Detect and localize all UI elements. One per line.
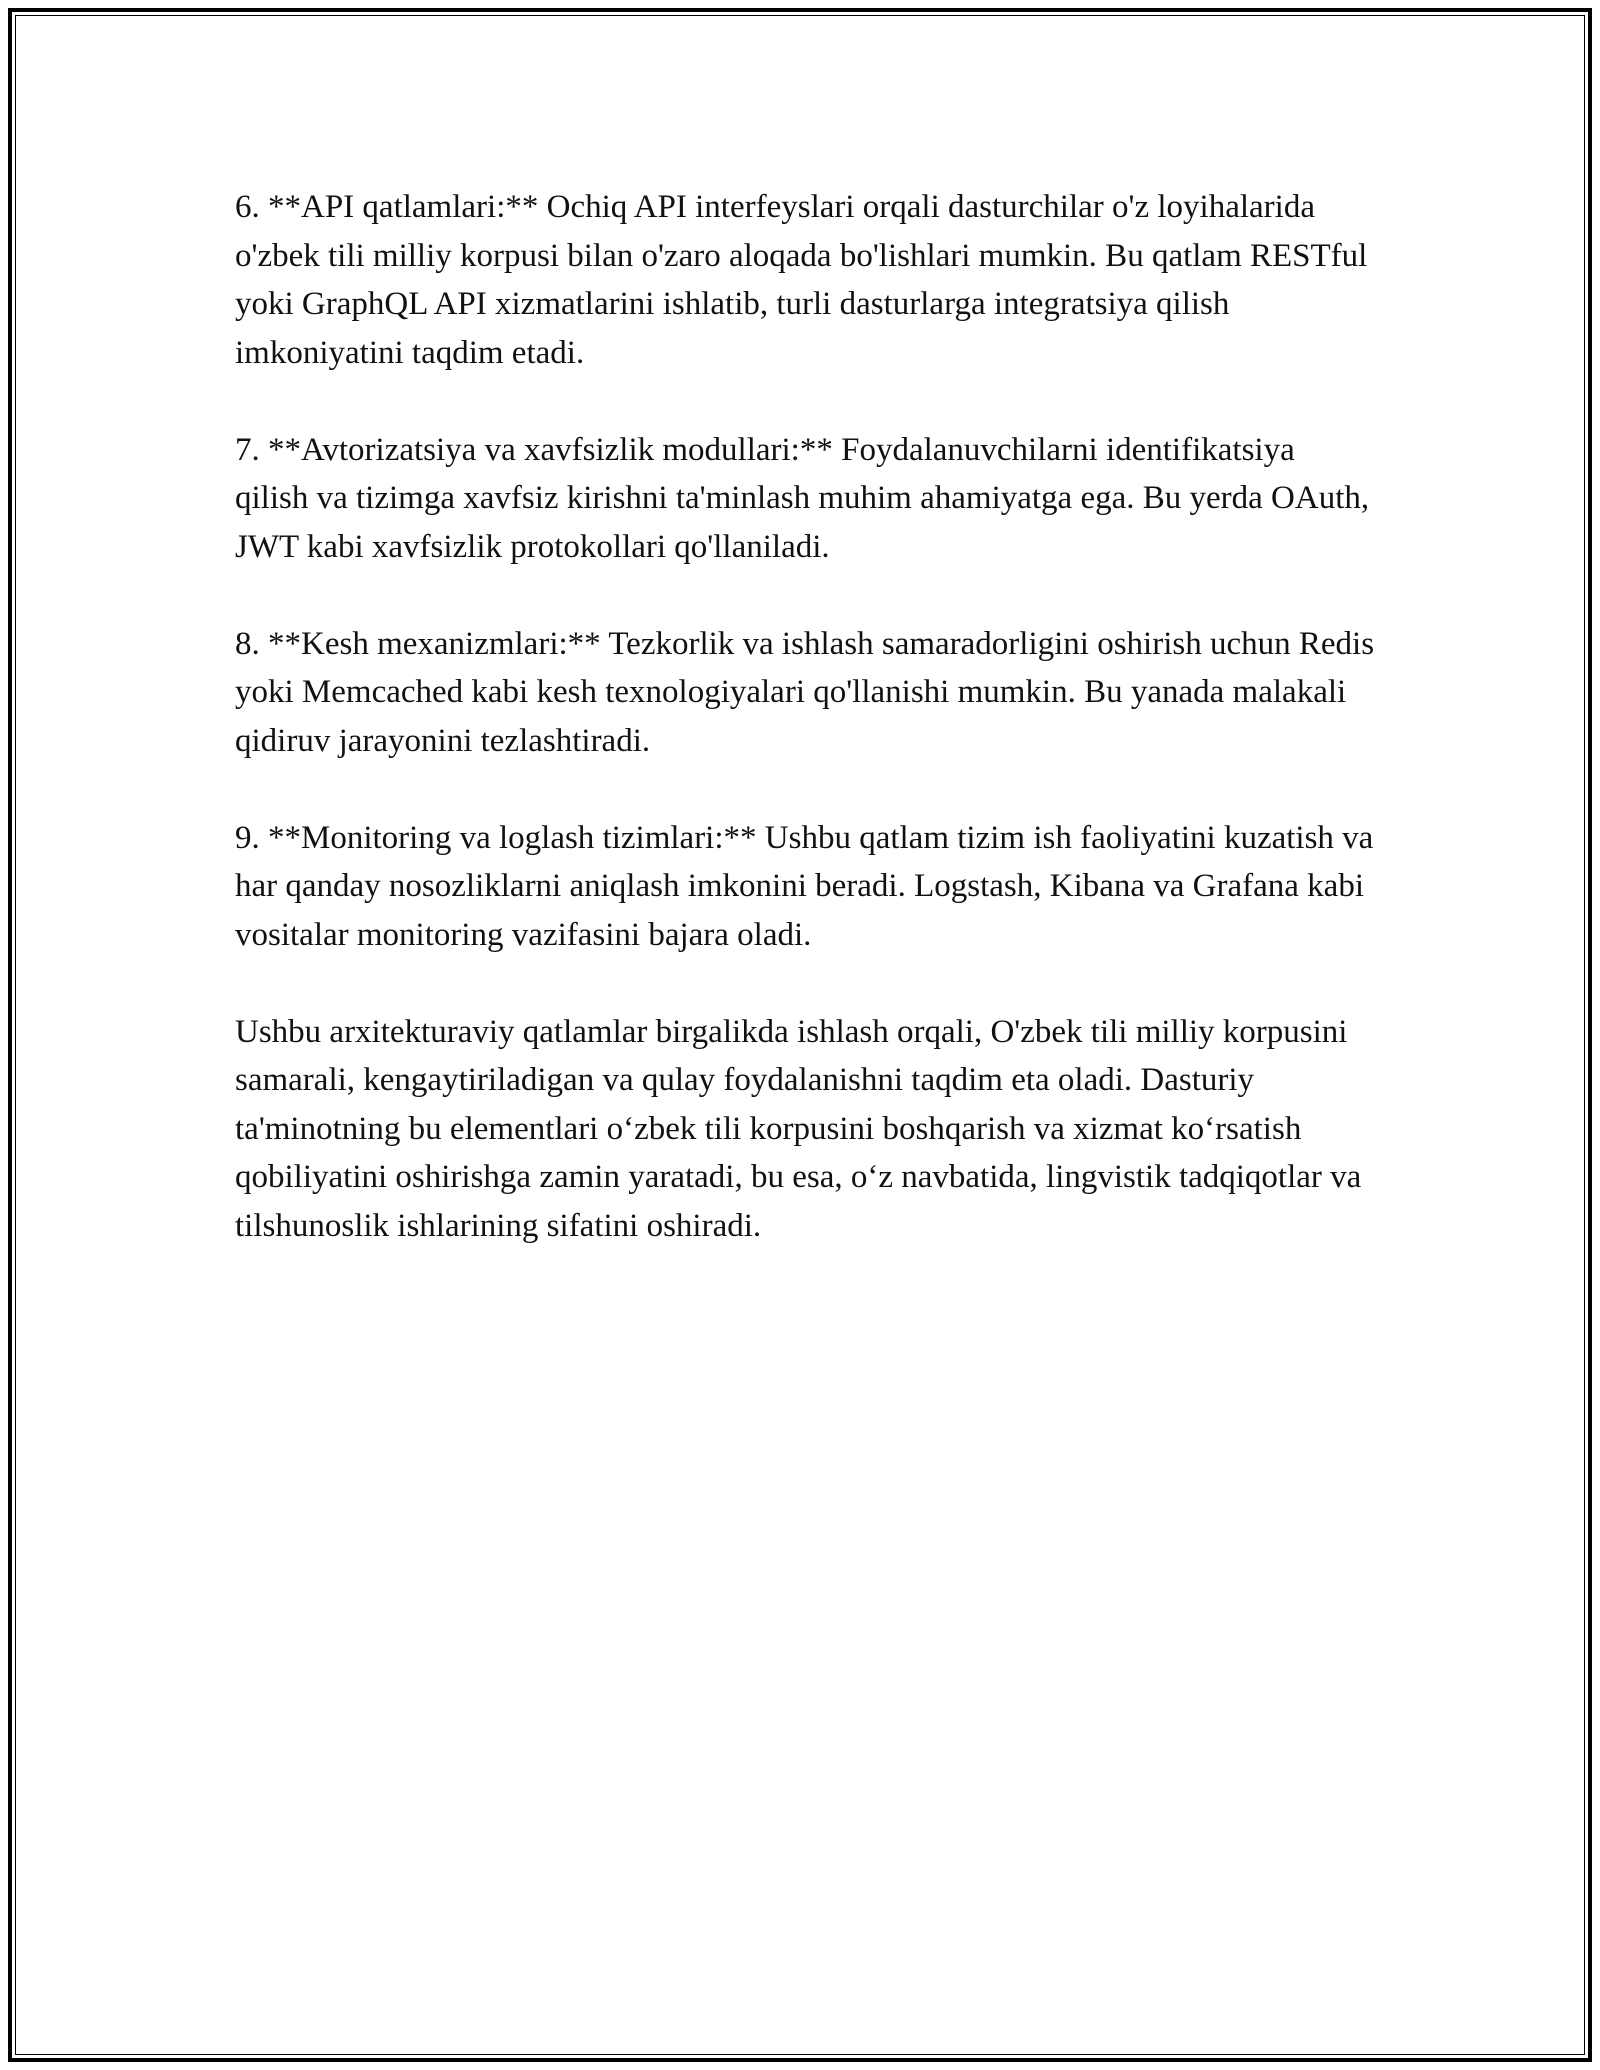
document-body [235, 183, 1375, 1299]
paragraph-monitoring-logging: 9. **Monitoring va loglash tizimlari:** Ushbu qatlam tizim ish faoliyatini kuzatish va har qanday nosozliklarni aniqlash imkonini beradi. Logstash, Kibana va Grafana kabi vositalar monitoring vazifasini bajara oladi. [235, 819, 1374, 953]
paragraph-auth-security: 7. **Avtorizatsiya va xavfsizlik modullari:** Foydalanuvchilarni identifikatsiya qilish va tizimga xavfsiz kirishni ta'minlash muhim ahamiyatga ega. Bu yerda OAuth, JWT kabi xavfsizlik protokollari qo'llaniladi. [235, 431, 1370, 565]
paragraph-cache-mechanisms: 8. **Kesh mexanizmlari:** Tezkorlik va ishlash samaradorligini oshirish uchun Redis yoki Memcached kabi kesh texnologiyalari qo'llanishi mumkin. Bu yanada malakali qidiruv jarayonini tezlashtiradi. [235, 625, 1375, 759]
paragraph-api-layers: 6. **API qatlamlari:** Ochiq API interfeyslari orqali dasturchilar o'z loyihalarida o'zbek tili milliy korpusi bilan o'zaro aloqada bo'lishlari mumkin. Bu qatlam RESTful yoki GraphQL API xizmatlarini ishlatib, turli dasturlarga integratsiya qilish imkoniyatini taqdim etadi. [235, 189, 1368, 371]
paragraph-conclusion: Ushbu arxitekturaviy qatlamlar birgalikda ishlash orqali, O'zbek tili milliy korpusini samarali, kengaytiriladigan va qulay foydalanishni taqdim eta oladi. Dasturiy ta'minotning bu elementlari o‘zbek tili korpusini boshqarish va xizmat ko‘rsatish qobiliyatini oshirishga zamin yaratadi, bu esa, o‘z navbatida, lingvistik tadqiqotlar va tilshunoslik ishlarining sifatini oshiradi. [235, 1013, 1362, 1244]
